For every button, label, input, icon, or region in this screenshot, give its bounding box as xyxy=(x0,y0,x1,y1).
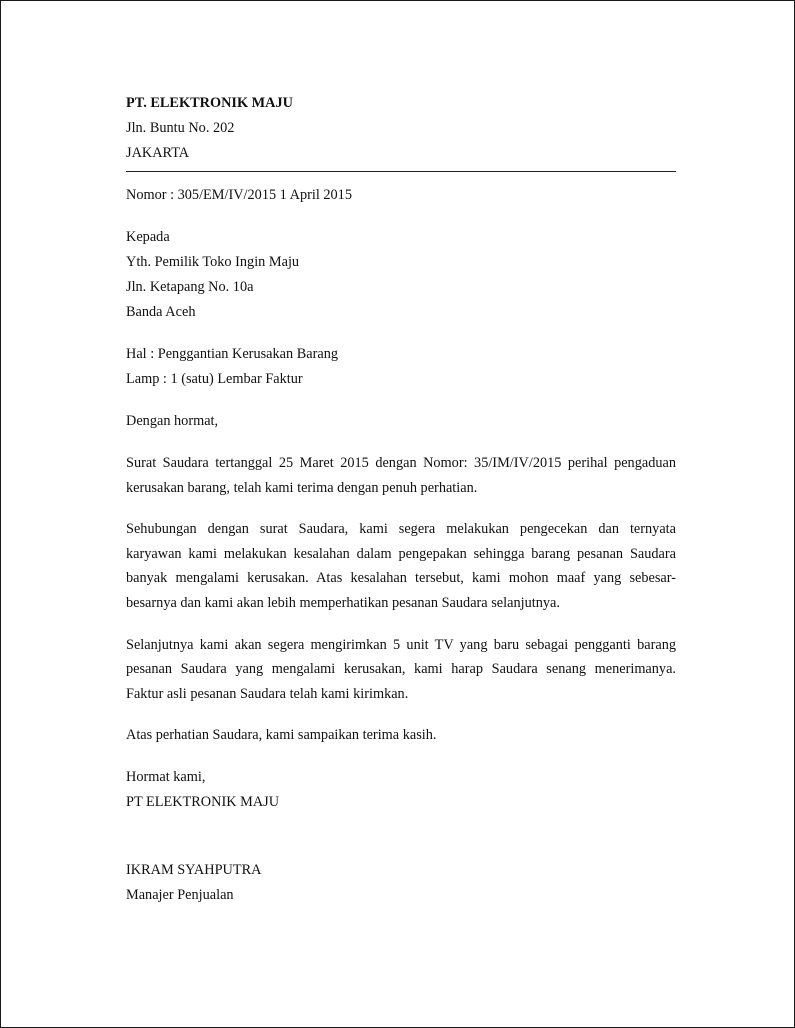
paragraph-line: besarnya dan kami akan lebih memperhatikan pesanan Saudara selanjutnya. xyxy=(126,594,560,611)
recipient-name: Yth. Pemilik Toko Ingin Maju xyxy=(126,254,300,270)
closing-sentence: Atas perhatian Saudara, kami sampaikan terima kasih. xyxy=(126,727,437,744)
closing-company: PT ELEKTRONIK MAJU xyxy=(126,794,280,811)
greeting: Dengan hormat, xyxy=(126,413,219,429)
recipient-address: Jln. Ketapang No. 10a xyxy=(126,279,254,295)
paragraph-line: banyak mengalami kerusakan. Atas kesalahan tersebut, kami mohon maaf yang sebesar- xyxy=(126,570,676,587)
paragraph-line: kerusakan barang, telah kami terima dengan penuh perhatian. xyxy=(126,479,478,496)
body-paragraph-2 xyxy=(126,517,676,615)
attachment-line: Lamp : 1 (satu) Lembar Faktur xyxy=(126,371,303,387)
paragraph-line: Sehubungan dengan surat Saudara, kami segera melakukan pengecekan dan ternyata xyxy=(126,521,676,538)
recipient-to: Kepada xyxy=(126,229,170,245)
company-address: Jln. Buntu No. 202 xyxy=(126,120,235,136)
recipient-city: Banda Aceh xyxy=(126,304,196,320)
paragraph-line: pesanan Saudara yang mengalami kerusakan, kami harap Saudara senang menerimanya. xyxy=(126,661,676,678)
body-paragraph-3 xyxy=(126,633,676,707)
closing-salutation: Hormat kami, xyxy=(126,769,206,786)
paragraph-line: Selanjutnya kami akan segera mengirimkan 5 unit TV yang baru sebagai pengganti barang xyxy=(126,636,676,653)
letter-reference: Nomor : 305/EM/IV/2015 1 April 2015 xyxy=(126,187,352,203)
subject-line: Hal : Penggantian Kerusakan Barang xyxy=(126,346,339,362)
paragraph-line: Faktur asli pesanan Saudara telah kami kirimkan. xyxy=(126,685,409,702)
letterhead-divider xyxy=(126,171,676,172)
body-paragraph-1 xyxy=(126,451,676,500)
company-name: PT. ELEKTRONIK MAJU xyxy=(126,95,293,111)
signatory-name: IKRAM SYAHPUTRA xyxy=(126,862,262,879)
paragraph-line: karyawan kami melakukan kesalahan dalam pengepakan sehingga barang pesanan Saudara xyxy=(126,545,676,562)
company-city: JAKARTA xyxy=(126,145,190,161)
paragraph-line: Surat Saudara tertanggal 25 Maret 2015 dengan Nomor: 35/IM/IV/2015 perihal pengaduan xyxy=(126,455,676,471)
letter-content xyxy=(126,91,676,908)
signatory-title: Manajer Penjualan xyxy=(126,887,234,904)
